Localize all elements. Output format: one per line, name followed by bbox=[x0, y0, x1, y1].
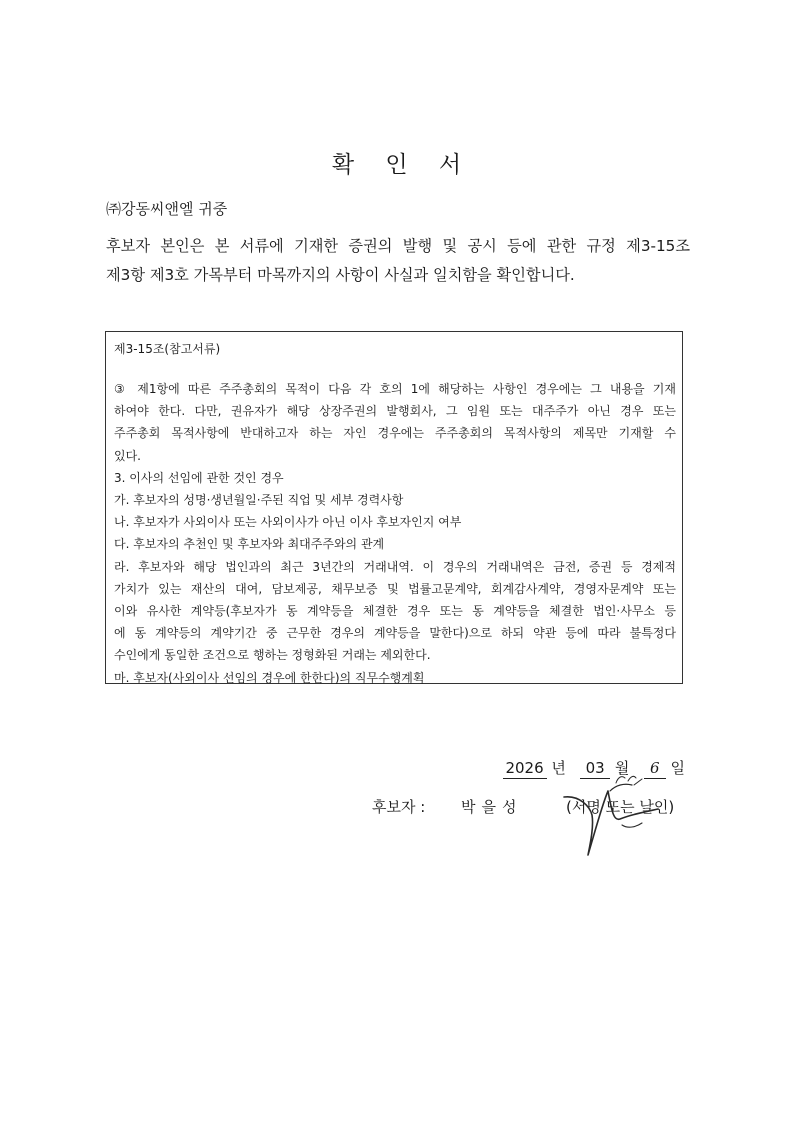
reference-line: 3. 이사의 선임에 관한 것인 경우 bbox=[114, 470, 284, 485]
document-title: 확 인 서 bbox=[331, 152, 474, 178]
signer-name: 박을성 bbox=[461, 798, 523, 816]
reference-line: 라. 후보자와 해당 법인과의 최근 3년간의 거래내역. 이 경우의 거래내역은 금전, 증권 등 경제적 bbox=[114, 559, 676, 574]
reference-line: 수인에게 동일한 조건으로 행하는 정형화된 거래는 제외한다. bbox=[114, 648, 431, 663]
reference-line: 하여야 한다. 다만, 권유자가 해당 상장주권의 발행회사, 그 임원 또는 대주주가 아닌 경우 또는 bbox=[114, 404, 676, 419]
reference-line: 있다. bbox=[114, 448, 141, 463]
confirmation-statement bbox=[106, 232, 690, 290]
signer-row bbox=[0, 796, 793, 886]
reference-line: 가. 후보자의 성명·생년월일·주된 직업 및 세부 경력사항 bbox=[114, 493, 404, 508]
reference-line: 주주총회 목적사항에 반대하고자 하는 자인 경우에는 주주총회의 목적사항의 제목만 기재할 수 bbox=[114, 426, 676, 441]
reference-line: 나. 후보자가 사외이사 또는 사외이사가 아닌 이사 후보자인지 여부 bbox=[114, 515, 462, 530]
date-day-unit: 일 bbox=[670, 759, 685, 777]
signature-or-seal-note: (서명 또는 날인) bbox=[566, 798, 675, 816]
reference-line: ③ 제1항에 따른 주주총회의 목적이 다음 각 호의 1에 해당하는 사항인 경우에는 그 내용을 기재 bbox=[114, 382, 676, 396]
reference-body bbox=[114, 378, 676, 689]
statement-line: 제3항 제3호 가목부터 마목까지의 사항이 사실과 일치함을 확인합니다. bbox=[106, 266, 575, 284]
statement-line: 후보자 본인은 본 서류에 기재한 증권의 발행 및 공시 등에 관한 규정 제3-15조 bbox=[106, 237, 690, 255]
date-day-handwritten: 6 bbox=[644, 759, 666, 779]
date-month: 03 bbox=[580, 759, 610, 779]
reference-line: 다. 후보자의 추천인 및 후보자와 최대주주와의 관계 bbox=[114, 537, 385, 552]
date-month-unit: 월 bbox=[614, 759, 630, 777]
date-year: 2026 bbox=[503, 759, 547, 779]
reference-heading: 제3-15조(참고서류) bbox=[114, 342, 221, 356]
date-year-unit: 년 bbox=[551, 759, 566, 777]
reference-line: 에 동 계약등의 계약기간 중 근무한 경우의 계약등을 말한다)으로 하되 약관 등에 따라 불특정다 bbox=[114, 626, 676, 641]
reference-line: 이와 유사한 계약등(후보자가 동 계약등을 체결한 경우 또는 동 계약등을 체결한 법인·사무소 등 bbox=[114, 604, 676, 619]
reference-line: 가치가 있는 재산의 대여, 담보제공, 채무보증 및 법률고문계약, 회계감사계약, 경영자문계약 또는 bbox=[114, 581, 676, 596]
addressee: ㈜강동씨앤엘 귀중 bbox=[106, 200, 228, 218]
reference-regulation-box bbox=[105, 331, 683, 684]
handwritten-signature bbox=[550, 755, 670, 865]
reference-line: 마. 후보자(사외이사 선임의 경우에 한한다)의 직무수행계획 bbox=[114, 670, 425, 685]
signer-label: 후보자 : bbox=[372, 798, 426, 816]
